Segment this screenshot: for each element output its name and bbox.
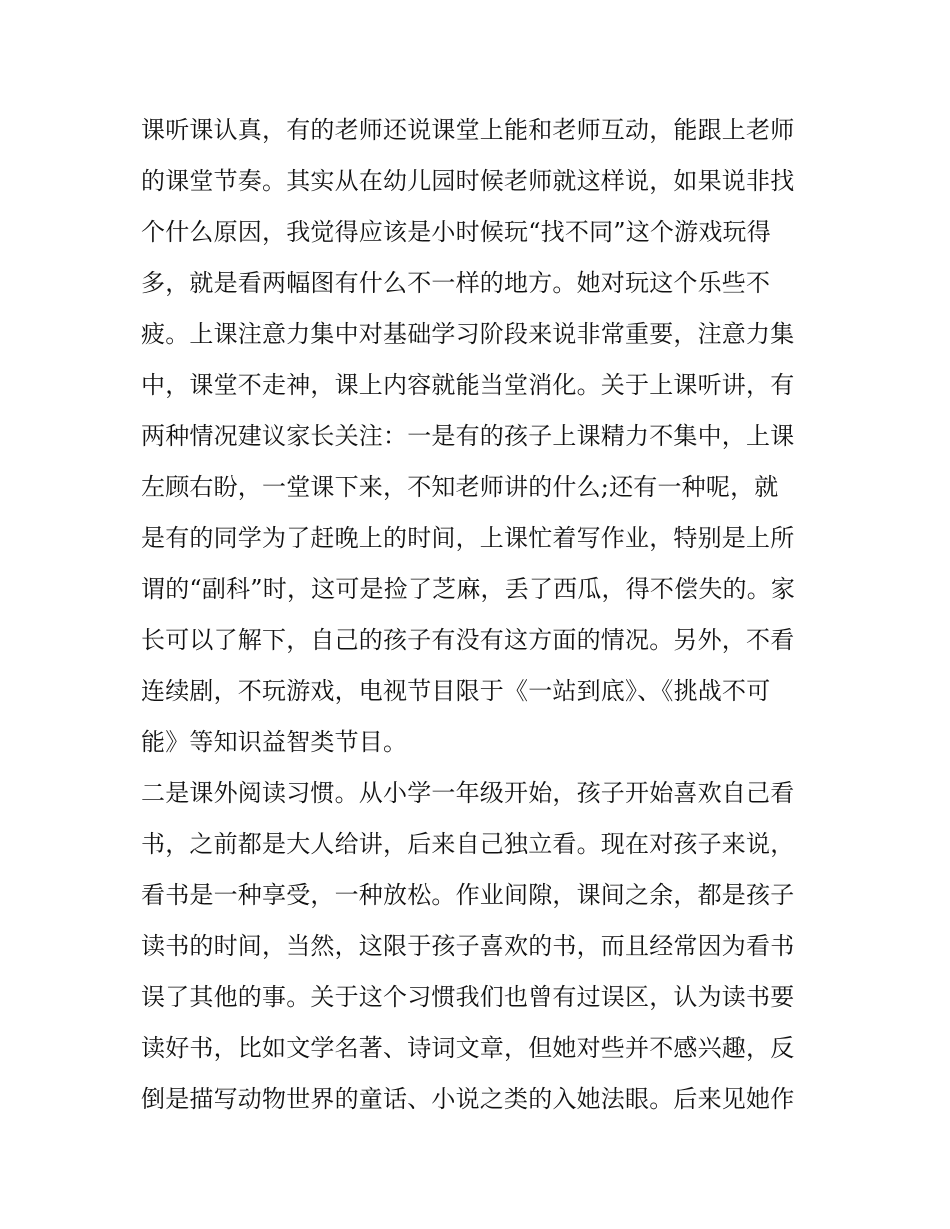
- text-line: 个什么原因，我觉得应该是小时候玩“找不同”这个游戏玩得: [141, 218, 771, 246]
- text-line: 的课堂节奏。其实从在幼儿园时候老师就这样说，如果说非找: [141, 167, 795, 195]
- text-line: 看书是一种享受，一种放松。作业间隙，课间之余，都是孩子: [141, 881, 795, 909]
- text-line: 中，课堂不走神，课上内容就能当堂消化。关于上课听讲，有: [141, 371, 795, 399]
- text-line: 二是课外阅读习惯。从小学一年级开始，孩子开始喜欢自己看: [141, 779, 795, 807]
- text-line: 课听课认真，有的老师还说课堂上能和老师互动，能跟上老师: [141, 116, 795, 144]
- text-line: 能》等知识益智类节目。: [141, 728, 408, 756]
- text-line: 读书的时间，当然，这限于孩子喜欢的书，而且经常因为看书: [141, 932, 795, 960]
- text-line: 是有的同学为了赶晚上的时间，上课忙着写作业，特别是上所: [141, 524, 795, 552]
- document-body: [141, 105, 821, 1125]
- text-line: 长可以了解下，自己的孩子有没有这方面的情况。另外，不看: [141, 626, 795, 654]
- text-line: 多，就是看两幅图有什么不一样的地方。她对玩这个乐些不: [141, 269, 771, 297]
- text-line: 左顾右盼，一堂课下来，不知老师讲的什么;还有一种呢，就: [141, 473, 779, 501]
- text-line: 读好书，比如文学名著、诗词文章，但她对些并不感兴趣，反: [141, 1034, 795, 1062]
- text-line: 书，之前都是大人给讲，后来自己独立看。现在对孩子来说，: [141, 830, 795, 858]
- text-line: 两种情况建议家长关注：一是有的孩子上课精力不集中，上课: [141, 422, 795, 450]
- text-line: 误了其他的事。关于这个习惯我们也曾有过误区，认为读书要: [141, 983, 795, 1011]
- text-line: 谓的“副科”时，这可是捡了芝麻，丢了西瓜，得不偿失的。家: [141, 575, 796, 603]
- text-line: 疲。上课注意力集中对基础学习阶段来说非常重要，注意力集: [141, 320, 795, 348]
- text-line: 连续剧，不玩游戏，电视节目限于《一站到底》、《挑战不可: [141, 677, 771, 705]
- text-line: 倒是描写动物世界的童话、小说之类的入她法眼。后来见她作: [141, 1085, 795, 1113]
